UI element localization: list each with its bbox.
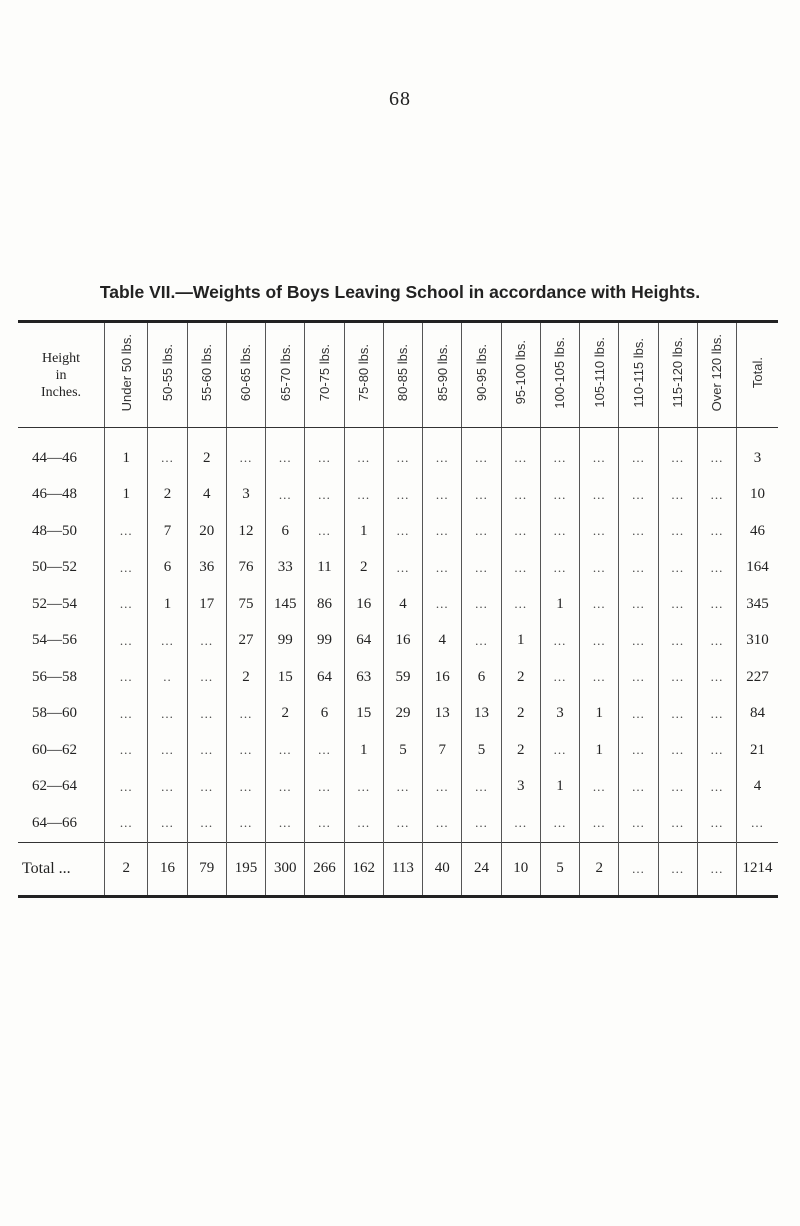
- table-cell: ...: [383, 513, 422, 550]
- table-cell: ...: [501, 513, 540, 550]
- header-row: [18, 323, 778, 428]
- table-cell: ...: [105, 769, 148, 806]
- table-cell: 2: [501, 696, 540, 733]
- total-row: [18, 842, 778, 896]
- table-cell: ...: [148, 696, 187, 733]
- table-cell: 16: [383, 623, 422, 660]
- table-cell: ...: [344, 440, 383, 477]
- table-cell: 4: [383, 586, 422, 623]
- spacer-cell: [344, 428, 383, 441]
- table-cell: ...: [540, 550, 579, 587]
- row-height-label: 60—62: [32, 741, 77, 758]
- table-row: [18, 513, 778, 550]
- row-height-label: 58—60: [32, 705, 77, 722]
- table-cell: 16: [423, 659, 462, 696]
- table-cell: ...: [619, 477, 658, 514]
- table-cell: ...: [423, 477, 462, 514]
- table-cell: ...: [105, 513, 148, 550]
- row-height-label: 52—54: [32, 595, 77, 612]
- table-cell: ...: [540, 477, 579, 514]
- table-cell: ...: [462, 586, 501, 623]
- table-cell: ...: [305, 732, 344, 769]
- table-cell: ...: [619, 769, 658, 806]
- table-cell: ...: [619, 440, 658, 477]
- column-header-label: 60-65 lbs.: [238, 343, 254, 402]
- table-cell: ...: [619, 696, 658, 733]
- table-cell: ...: [187, 805, 226, 842]
- table-cell: ...: [105, 586, 148, 623]
- column-header: [658, 323, 697, 428]
- weights-table-container: [18, 320, 778, 898]
- table-cell: ...: [697, 513, 736, 550]
- table-cell: ...: [148, 732, 187, 769]
- table-cell: ...: [226, 805, 265, 842]
- table-cell: ...: [344, 769, 383, 806]
- table-cell: ...: [658, 696, 697, 733]
- table-cell: ...: [423, 550, 462, 587]
- table-cell: ...: [344, 477, 383, 514]
- table-cell: 64: [344, 623, 383, 660]
- table-cell: 1: [540, 586, 579, 623]
- table-cell: 13: [462, 696, 501, 733]
- table-cell: ...: [266, 732, 305, 769]
- table-cell: ...: [305, 477, 344, 514]
- column-header-label: 105-110 lbs.: [591, 337, 607, 408]
- column-header-label: 65-70 lbs.: [277, 343, 293, 402]
- table-cell: 15: [344, 696, 383, 733]
- table-cell: 76: [226, 550, 265, 587]
- column-header: [423, 323, 462, 428]
- height-header: [18, 323, 105, 428]
- table-cell: 6: [266, 513, 305, 550]
- column-header-label: 80-85 lbs.: [395, 343, 411, 402]
- table-cell: 3: [540, 696, 579, 733]
- column-header: [187, 323, 226, 428]
- column-header: [226, 323, 265, 428]
- table-cell: 1: [105, 440, 148, 477]
- table-cell: ...: [501, 550, 540, 587]
- table-cell: ...: [226, 696, 265, 733]
- table-cell: ...: [462, 513, 501, 550]
- table-cell: ...: [540, 440, 579, 477]
- spacer-cell: [148, 428, 187, 441]
- table-cell: 99: [305, 623, 344, 660]
- table-cell: ...: [462, 623, 501, 660]
- row-height-label: 62—64: [32, 778, 77, 795]
- table-cell: 16: [148, 842, 187, 896]
- table-cell: 33: [266, 550, 305, 587]
- table-cell: ...: [148, 769, 187, 806]
- table-cell: 1: [580, 696, 619, 733]
- table-cell: ...: [658, 513, 697, 550]
- table-cell: 6: [462, 659, 501, 696]
- table-cell: ...: [462, 769, 501, 806]
- table-cell: ...: [580, 659, 619, 696]
- table-cell: 2: [226, 659, 265, 696]
- column-header-label: 110-115 lbs.: [630, 337, 646, 408]
- table-cell: ...: [540, 659, 579, 696]
- table-cell: ...: [619, 842, 658, 896]
- table-cell: ...: [697, 659, 736, 696]
- table-cell: ...: [148, 623, 187, 660]
- spacer-cell: [501, 428, 540, 441]
- spacer-cell: [462, 428, 501, 441]
- table-cell: 1214: [737, 842, 778, 896]
- table-cell: ...: [266, 769, 305, 806]
- table-body: [18, 428, 778, 843]
- table-cell: 2: [266, 696, 305, 733]
- table-cell: 1: [580, 732, 619, 769]
- table-cell: 4: [423, 623, 462, 660]
- table-cell: 12: [226, 513, 265, 550]
- table-cell: ...: [423, 440, 462, 477]
- table-cell: 84: [737, 696, 778, 733]
- table-cell: 227: [737, 659, 778, 696]
- table-cell: ...: [423, 513, 462, 550]
- table-cell: 17: [187, 586, 226, 623]
- table-cell: ...: [383, 550, 422, 587]
- table-cell: ...: [658, 732, 697, 769]
- column-header: [580, 323, 619, 428]
- table-cell: ...: [540, 805, 579, 842]
- column-header: [737, 323, 778, 428]
- table-cell: ...: [697, 550, 736, 587]
- table-cell: ...: [658, 805, 697, 842]
- table-cell: ...: [266, 805, 305, 842]
- table-cell: ...: [187, 623, 226, 660]
- table-cell: ...: [105, 696, 148, 733]
- table-cell: 36: [187, 550, 226, 587]
- table-cell: 3: [737, 440, 778, 477]
- table-cell: ...: [619, 550, 658, 587]
- table-cell: ...: [266, 440, 305, 477]
- height-header-label: Height in Inches.: [41, 350, 82, 400]
- column-header: [540, 323, 579, 428]
- page-number: 68: [389, 88, 411, 110]
- table-row: [18, 805, 778, 842]
- table-cell: ...: [619, 805, 658, 842]
- table-cell: 1: [501, 623, 540, 660]
- table-cell: ...: [226, 440, 265, 477]
- table-cell: ...: [105, 732, 148, 769]
- column-header-label: 90-95 lbs.: [473, 343, 489, 402]
- table-row: [18, 659, 778, 696]
- table-cell: ...: [540, 513, 579, 550]
- table-row: [18, 623, 778, 660]
- table-cell: 5: [462, 732, 501, 769]
- column-header: [266, 323, 305, 428]
- spacer-cell: [226, 428, 265, 441]
- table-cell: 310: [737, 623, 778, 660]
- table-cell: ...: [462, 805, 501, 842]
- table-cell: ...: [305, 805, 344, 842]
- table-cell: 79: [187, 842, 226, 896]
- table-cell: 6: [148, 550, 187, 587]
- table-cell: 63: [344, 659, 383, 696]
- table-cell: ...: [658, 586, 697, 623]
- weights-table: [18, 323, 778, 898]
- table-cell: 2: [148, 477, 187, 514]
- table-cell: 145: [266, 586, 305, 623]
- table-cell: ...: [580, 477, 619, 514]
- table-cell: 6: [305, 696, 344, 733]
- table-cell: 5: [383, 732, 422, 769]
- table-cell: 2: [501, 659, 540, 696]
- column-header-label: 75-80 lbs.: [356, 343, 372, 402]
- table-cell: ...: [383, 769, 422, 806]
- table-cell: ...: [462, 477, 501, 514]
- column-header: [148, 323, 187, 428]
- table-cell: ...: [187, 696, 226, 733]
- table-cell: ...: [383, 440, 422, 477]
- table-row: [18, 696, 778, 733]
- table-cell: ...: [148, 440, 187, 477]
- table-cell: ...: [344, 805, 383, 842]
- table-cell: ...: [658, 477, 697, 514]
- row-height-label: 54—56: [32, 632, 77, 649]
- table-cell: ...: [697, 623, 736, 660]
- table-cell: 59: [383, 659, 422, 696]
- table-cell: ...: [658, 550, 697, 587]
- table-cell: ...: [462, 440, 501, 477]
- spacer-cell: [697, 428, 736, 441]
- spacer-cell: [18, 428, 105, 441]
- column-header: [501, 323, 540, 428]
- spacer-cell: [540, 428, 579, 441]
- table-cell: 195: [226, 842, 265, 896]
- table-cell: ..: [148, 659, 187, 696]
- table-cell: 164: [737, 550, 778, 587]
- table-cell: 2: [105, 842, 148, 896]
- table-cell: ...: [187, 659, 226, 696]
- table-cell: 4: [737, 769, 778, 806]
- table-cell: ...: [187, 769, 226, 806]
- column-header-label: 115-120 lbs.: [670, 337, 686, 408]
- table-cell: ...: [383, 805, 422, 842]
- table-row: [18, 769, 778, 806]
- column-header-label: 95-100 lbs.: [513, 340, 529, 405]
- table-cell: 7: [148, 513, 187, 550]
- table-cell: 4: [187, 477, 226, 514]
- column-header-label: 85-90 lbs.: [434, 343, 450, 402]
- table-cell: ...: [226, 732, 265, 769]
- table-cell: 1: [540, 769, 579, 806]
- table-cell: ...: [226, 769, 265, 806]
- table-cell: 266: [305, 842, 344, 896]
- table-cell: 113: [383, 842, 422, 896]
- table-cell: 3: [501, 769, 540, 806]
- column-header-label: 100-105 lbs.: [552, 336, 568, 409]
- row-height-label: 46—48: [32, 486, 77, 503]
- table-row: [18, 732, 778, 769]
- spacer-row: [18, 428, 778, 441]
- table-cell: ...: [658, 769, 697, 806]
- table-cell: ...: [423, 586, 462, 623]
- table-cell: ...: [580, 805, 619, 842]
- total-label: Total ...: [18, 842, 105, 896]
- table-cell: ...: [105, 659, 148, 696]
- table-cell: ...: [658, 440, 697, 477]
- table-cell: 99: [266, 623, 305, 660]
- spacer-cell: [266, 428, 305, 441]
- table-cell: 2: [501, 732, 540, 769]
- table-cell: 27: [226, 623, 265, 660]
- table-cell: ...: [580, 513, 619, 550]
- table-cell: ...: [697, 732, 736, 769]
- row-height-label: 64—66: [32, 814, 77, 831]
- row-height-label: 48—50: [32, 522, 77, 539]
- table-cell: 75: [226, 586, 265, 623]
- column-header-label: 50-55 lbs.: [159, 343, 175, 402]
- spacer-cell: [619, 428, 658, 441]
- table-cell: ...: [580, 550, 619, 587]
- table-cell: ...: [619, 732, 658, 769]
- table-cell: 11: [305, 550, 344, 587]
- table-cell: ...: [697, 477, 736, 514]
- table-cell: 40: [423, 842, 462, 896]
- column-header: [462, 323, 501, 428]
- table-cell: ...: [580, 440, 619, 477]
- column-header: [619, 323, 658, 428]
- table-cell: ...: [105, 805, 148, 842]
- table-cell: ...: [658, 842, 697, 896]
- table-cell: ...: [737, 805, 778, 842]
- table-cell: ...: [383, 477, 422, 514]
- column-header-label: Over 120 lbs.: [709, 333, 725, 412]
- table-cell: ...: [658, 659, 697, 696]
- column-header-label: 55-60 lbs.: [199, 343, 215, 402]
- table-cell: 2: [580, 842, 619, 896]
- row-height-label: 44—46: [32, 449, 77, 466]
- row-height-label: 56—58: [32, 668, 77, 685]
- table-cell: ...: [305, 440, 344, 477]
- table-cell: ...: [697, 696, 736, 733]
- table-cell: 20: [187, 513, 226, 550]
- column-header-label: Under 50 lbs.: [118, 333, 134, 412]
- table-cell: ...: [305, 769, 344, 806]
- table-cell: ...: [619, 513, 658, 550]
- table-cell: ...: [540, 732, 579, 769]
- table-row: [18, 440, 778, 477]
- table-cell: ...: [187, 732, 226, 769]
- table-cell: ...: [580, 769, 619, 806]
- spacer-cell: [105, 428, 148, 441]
- table-cell: 1: [344, 732, 383, 769]
- table-cell: ...: [105, 623, 148, 660]
- table-cell: ...: [697, 805, 736, 842]
- spacer-cell: [737, 428, 778, 441]
- table-cell: 5: [540, 842, 579, 896]
- column-header: [105, 323, 148, 428]
- table-cell: ...: [501, 805, 540, 842]
- spacer-cell: [423, 428, 462, 441]
- table-cell: 1: [344, 513, 383, 550]
- column-header: [344, 323, 383, 428]
- table-cell: ...: [540, 623, 579, 660]
- table-cell: ...: [619, 623, 658, 660]
- table-cell: ...: [148, 805, 187, 842]
- table-title: Table VII.—Weights of Boys Leaving School in accordance with Heights.: [99, 282, 701, 302]
- table-cell: ...: [501, 440, 540, 477]
- table-cell: 24: [462, 842, 501, 896]
- table-cell: 3: [226, 477, 265, 514]
- table-cell: ...: [697, 586, 736, 623]
- table-cell: 300: [266, 842, 305, 896]
- spacer-cell: [305, 428, 344, 441]
- table-cell: ...: [580, 586, 619, 623]
- table-cell: 46: [737, 513, 778, 550]
- table-cell: ...: [423, 805, 462, 842]
- spacer-cell: [580, 428, 619, 441]
- table-row: [18, 477, 778, 514]
- table-cell: 10: [501, 842, 540, 896]
- column-header: [383, 323, 422, 428]
- column-header: [305, 323, 344, 428]
- table-cell: ...: [266, 477, 305, 514]
- spacer-cell: [383, 428, 422, 441]
- table-cell: ...: [462, 550, 501, 587]
- table-cell: 64: [305, 659, 344, 696]
- spacer-cell: [658, 428, 697, 441]
- table-cell: ...: [501, 586, 540, 623]
- table-cell: 2: [187, 440, 226, 477]
- table-cell: 29: [383, 696, 422, 733]
- table-cell: ...: [697, 440, 736, 477]
- table-cell: 13: [423, 696, 462, 733]
- table-cell: 16: [344, 586, 383, 623]
- table-cell: ...: [619, 659, 658, 696]
- table-cell: ...: [580, 623, 619, 660]
- table-cell: 345: [737, 586, 778, 623]
- row-height-label: 50—52: [32, 559, 77, 576]
- table-cell: ...: [423, 769, 462, 806]
- table-cell: 1: [148, 586, 187, 623]
- table-row: [18, 586, 778, 623]
- spacer-cell: [187, 428, 226, 441]
- column-header-label: 70-75 lbs.: [316, 343, 332, 402]
- table-cell: ...: [501, 477, 540, 514]
- table-cell: 21: [737, 732, 778, 769]
- table-cell: 7: [423, 732, 462, 769]
- column-header-label: Total.: [750, 356, 766, 389]
- table-cell: ...: [619, 586, 658, 623]
- table-cell: ...: [105, 550, 148, 587]
- column-header: [697, 323, 736, 428]
- table-cell: 2: [344, 550, 383, 587]
- table-cell: 1: [105, 477, 148, 514]
- table-cell: ...: [305, 513, 344, 550]
- table-cell: 86: [305, 586, 344, 623]
- table-row: [18, 550, 778, 587]
- table-cell: 15: [266, 659, 305, 696]
- table-cell: 162: [344, 842, 383, 896]
- table-cell: ...: [658, 623, 697, 660]
- table-cell: ...: [697, 769, 736, 806]
- table-cell: ...: [697, 842, 736, 896]
- table-cell: 10: [737, 477, 778, 514]
